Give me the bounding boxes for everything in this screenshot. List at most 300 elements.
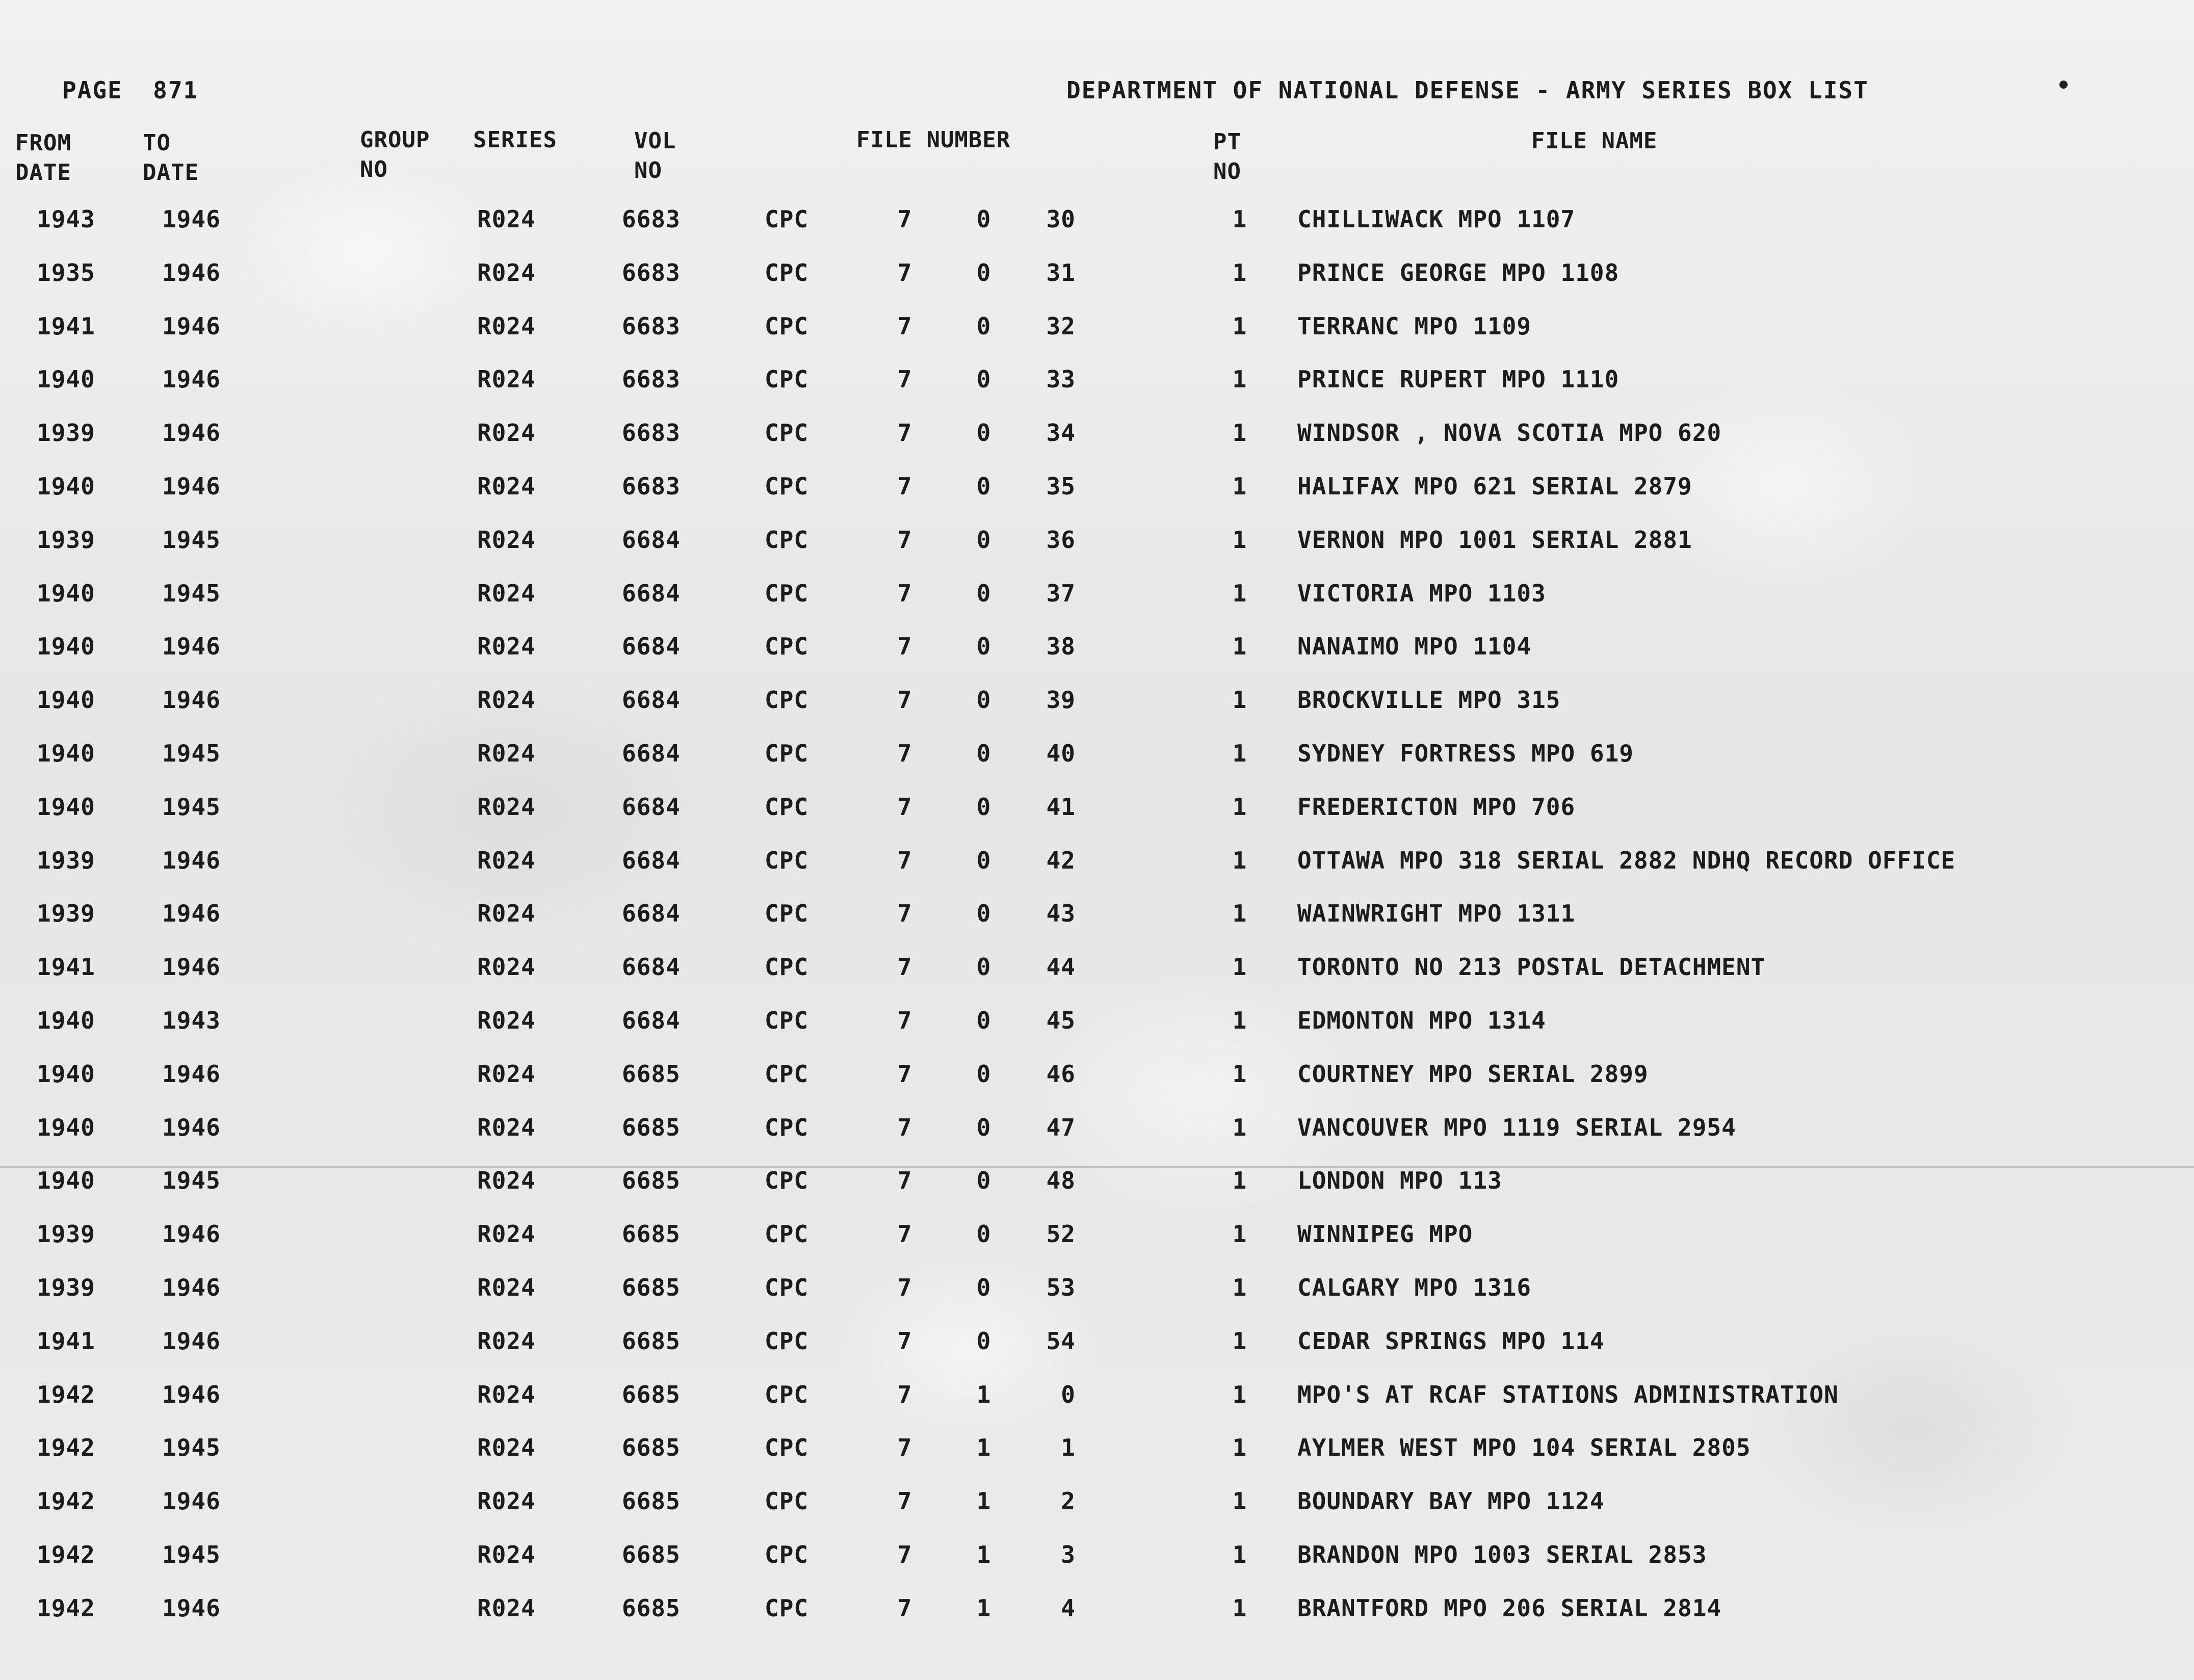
vol-no-cell: 6683 bbox=[622, 258, 681, 286]
series-cell: R024 bbox=[477, 419, 536, 447]
file-prefix-cell: CPC bbox=[765, 1273, 809, 1301]
to-date-cell: 1943 bbox=[162, 1006, 221, 1034]
file-name-cell: TORONTO NO 213 POSTAL DETACHMENT bbox=[1297, 953, 1766, 981]
page-number: 871 bbox=[153, 76, 199, 104]
file-prefix-cell: CPC bbox=[765, 526, 809, 554]
column-header-to-date: TO DATE bbox=[143, 130, 199, 186]
from-date-cell: 1939 bbox=[37, 1220, 95, 1248]
file-number-tertiary-cell: 34 bbox=[1046, 419, 1076, 447]
file-name-cell: TERRANC MPO 1109 bbox=[1297, 312, 1532, 340]
file-number-secondary-cell: 1 bbox=[976, 1487, 991, 1515]
table-row bbox=[0, 738, 2194, 792]
file-name-cell: VANCOUVER MPO 1119 SERIAL 2954 bbox=[1297, 1113, 1736, 1141]
series-cell: R024 bbox=[477, 1060, 536, 1088]
file-prefix-cell: CPC bbox=[765, 1434, 809, 1462]
file-number-secondary-cell: 0 bbox=[976, 793, 991, 821]
series-cell: R024 bbox=[477, 365, 536, 393]
series-cell: R024 bbox=[477, 1113, 536, 1141]
column-header-group-no: GROUP NO bbox=[360, 127, 430, 182]
series-cell: R024 bbox=[477, 1167, 536, 1195]
column-header-pt-no: PT NO bbox=[1213, 129, 1241, 185]
file-number-primary-cell: 7 bbox=[897, 1060, 912, 1088]
file-number-tertiary-cell: 39 bbox=[1046, 686, 1076, 714]
file-number-secondary-cell: 0 bbox=[976, 1273, 991, 1301]
from-date-cell: 1940 bbox=[37, 1113, 95, 1141]
file-number-tertiary-cell: 40 bbox=[1046, 739, 1076, 767]
file-number-primary-cell: 7 bbox=[897, 739, 912, 767]
from-date-cell: 1941 bbox=[37, 953, 95, 981]
from-date-cell: 1942 bbox=[37, 1540, 95, 1568]
file-number-primary-cell: 7 bbox=[897, 205, 912, 233]
box-list-rows bbox=[0, 204, 2194, 1646]
file-name-cell: CALGARY MPO 1316 bbox=[1297, 1273, 1532, 1301]
file-number-secondary-cell: 0 bbox=[976, 1327, 991, 1355]
pt-no-cell: 1 bbox=[1232, 1434, 1247, 1462]
pt-no-cell: 1 bbox=[1232, 526, 1247, 554]
file-name-cell: SYDNEY FORTRESS MPO 619 bbox=[1297, 739, 1634, 767]
column-header-file-name: FILE NAME bbox=[1531, 128, 1658, 154]
file-name-cell: EDMONTON MPO 1314 bbox=[1297, 1006, 1546, 1034]
file-number-primary-cell: 7 bbox=[897, 1327, 912, 1355]
to-date-cell: 1945 bbox=[162, 739, 221, 767]
from-date-cell: 1939 bbox=[37, 846, 95, 874]
table-row bbox=[0, 524, 2194, 578]
from-date-cell: 1940 bbox=[37, 365, 95, 393]
vol-no-cell: 6683 bbox=[622, 365, 681, 393]
pt-no-cell: 1 bbox=[1232, 633, 1247, 661]
vol-no-cell: 6683 bbox=[622, 472, 681, 500]
vol-no-cell: 6685 bbox=[622, 1540, 681, 1568]
to-date-cell: 1946 bbox=[162, 1327, 221, 1355]
vol-no-cell: 6685 bbox=[622, 1487, 681, 1515]
file-name-cell: VICTORIA MPO 1103 bbox=[1297, 579, 1546, 607]
file-name-cell: MPO'S AT RCAF STATIONS ADMINISTRATION bbox=[1297, 1380, 1839, 1408]
from-date-cell: 1940 bbox=[37, 686, 95, 714]
file-number-primary-cell: 7 bbox=[897, 953, 912, 981]
pt-no-cell: 1 bbox=[1232, 258, 1247, 286]
to-date-cell: 1946 bbox=[162, 205, 221, 233]
file-number-secondary-cell: 0 bbox=[976, 686, 991, 714]
file-number-primary-cell: 7 bbox=[897, 1273, 912, 1301]
pt-no-cell: 1 bbox=[1232, 793, 1247, 821]
file-number-primary-cell: 7 bbox=[897, 686, 912, 714]
file-name-cell: LONDON MPO 113 bbox=[1297, 1167, 1502, 1195]
from-date-cell: 1941 bbox=[37, 1327, 95, 1355]
file-number-secondary-cell: 0 bbox=[976, 365, 991, 393]
series-cell: R024 bbox=[477, 472, 536, 500]
table-row bbox=[0, 1379, 2194, 1433]
column-header-file-number: FILE NUMBER bbox=[856, 127, 1011, 153]
to-date-cell: 1946 bbox=[162, 1380, 221, 1408]
to-date-cell: 1945 bbox=[162, 526, 221, 554]
file-number-primary-cell: 7 bbox=[897, 1113, 912, 1141]
file-number-tertiary-cell: 46 bbox=[1046, 1060, 1076, 1088]
pt-no-cell: 1 bbox=[1232, 1487, 1247, 1515]
to-date-cell: 1946 bbox=[162, 846, 221, 874]
series-cell: R024 bbox=[477, 205, 536, 233]
pt-no-cell: 1 bbox=[1232, 579, 1247, 607]
series-cell: R024 bbox=[477, 1273, 536, 1301]
series-cell: R024 bbox=[477, 1487, 536, 1515]
file-number-tertiary-cell: 31 bbox=[1046, 258, 1076, 286]
file-prefix-cell: CPC bbox=[765, 1167, 809, 1195]
file-prefix-cell: CPC bbox=[765, 793, 809, 821]
file-number-secondary-cell: 0 bbox=[976, 846, 991, 874]
vol-no-cell: 6684 bbox=[622, 739, 681, 767]
pt-no-cell: 1 bbox=[1232, 846, 1247, 874]
file-number-tertiary-cell: 43 bbox=[1046, 900, 1076, 928]
series-cell: R024 bbox=[477, 739, 536, 767]
to-date-cell: 1946 bbox=[162, 258, 221, 286]
page-title: DEPARTMENT OF NATIONAL DEFENSE - ARMY SERIES BOX LIST bbox=[1066, 76, 1869, 104]
file-number-tertiary-cell: 4 bbox=[1061, 1594, 1076, 1622]
file-number-primary-cell: 7 bbox=[897, 633, 912, 661]
file-prefix-cell: CPC bbox=[765, 1327, 809, 1355]
pt-no-cell: 1 bbox=[1232, 1060, 1247, 1088]
table-row bbox=[0, 1059, 2194, 1112]
from-date-cell: 1941 bbox=[37, 312, 95, 340]
vol-no-cell: 6683 bbox=[622, 205, 681, 233]
file-prefix-cell: CPC bbox=[765, 1487, 809, 1515]
vol-no-cell: 6685 bbox=[622, 1167, 681, 1195]
vol-no-cell: 6685 bbox=[622, 1380, 681, 1408]
file-number-tertiary-cell: 35 bbox=[1046, 472, 1076, 500]
series-cell: R024 bbox=[477, 258, 536, 286]
from-date-cell: 1940 bbox=[37, 633, 95, 661]
file-number-secondary-cell: 1 bbox=[976, 1594, 991, 1622]
file-number-tertiary-cell: 42 bbox=[1046, 846, 1076, 874]
pt-no-cell: 1 bbox=[1232, 686, 1247, 714]
pt-no-cell: 1 bbox=[1232, 419, 1247, 447]
file-number-secondary-cell: 0 bbox=[976, 258, 991, 286]
to-date-cell: 1946 bbox=[162, 1113, 221, 1141]
file-prefix-cell: CPC bbox=[765, 365, 809, 393]
pt-no-cell: 1 bbox=[1232, 1167, 1247, 1195]
table-row bbox=[0, 417, 2194, 471]
to-date-cell: 1946 bbox=[162, 312, 221, 340]
pt-no-cell: 1 bbox=[1232, 739, 1247, 767]
file-prefix-cell: CPC bbox=[765, 953, 809, 981]
table-row bbox=[0, 1165, 2194, 1219]
file-prefix-cell: CPC bbox=[765, 472, 809, 500]
pt-no-cell: 1 bbox=[1232, 953, 1247, 981]
file-number-secondary-cell: 0 bbox=[976, 900, 991, 928]
to-date-cell: 1946 bbox=[162, 1273, 221, 1301]
file-number-secondary-cell: 1 bbox=[976, 1434, 991, 1462]
file-number-primary-cell: 7 bbox=[897, 579, 912, 607]
file-prefix-cell: CPC bbox=[765, 1594, 809, 1622]
table-row bbox=[0, 1593, 2194, 1646]
vol-no-cell: 6684 bbox=[622, 846, 681, 874]
to-date-cell: 1945 bbox=[162, 579, 221, 607]
table-row bbox=[0, 311, 2194, 364]
file-name-cell: PRINCE RUPERT MPO 1110 bbox=[1297, 365, 1620, 393]
column-header-from-date: FROM DATE bbox=[15, 130, 71, 186]
from-date-cell: 1942 bbox=[37, 1487, 95, 1515]
file-number-primary-cell: 7 bbox=[897, 258, 912, 286]
table-row bbox=[0, 364, 2194, 417]
from-date-cell: 1942 bbox=[37, 1434, 95, 1462]
from-date-cell: 1940 bbox=[37, 739, 95, 767]
file-name-cell: FREDERICTON MPO 706 bbox=[1297, 793, 1576, 821]
file-number-primary-cell: 7 bbox=[897, 526, 912, 554]
pt-no-cell: 1 bbox=[1232, 1540, 1247, 1568]
vol-no-cell: 6684 bbox=[622, 793, 681, 821]
file-prefix-cell: CPC bbox=[765, 1060, 809, 1088]
file-number-secondary-cell: 0 bbox=[976, 1060, 991, 1088]
table-row bbox=[0, 792, 2194, 845]
from-date-cell: 1939 bbox=[37, 1273, 95, 1301]
file-number-tertiary-cell: 3 bbox=[1061, 1540, 1076, 1568]
pt-no-cell: 1 bbox=[1232, 472, 1247, 500]
vol-no-cell: 6684 bbox=[622, 686, 681, 714]
series-cell: R024 bbox=[477, 526, 536, 554]
file-number-tertiary-cell: 33 bbox=[1046, 365, 1076, 393]
file-prefix-cell: CPC bbox=[765, 633, 809, 661]
series-cell: R024 bbox=[477, 1594, 536, 1622]
file-name-cell: WINDSOR , NOVA SCOTIA MPO 620 bbox=[1297, 419, 1722, 447]
to-date-cell: 1946 bbox=[162, 1060, 221, 1088]
file-number-primary-cell: 7 bbox=[897, 793, 912, 821]
series-cell: R024 bbox=[477, 900, 536, 928]
file-number-primary-cell: 7 bbox=[897, 1487, 912, 1515]
file-number-secondary-cell: 0 bbox=[976, 419, 991, 447]
series-cell: R024 bbox=[477, 1327, 536, 1355]
from-date-cell: 1939 bbox=[37, 526, 95, 554]
to-date-cell: 1945 bbox=[162, 793, 221, 821]
pt-no-cell: 1 bbox=[1232, 1220, 1247, 1248]
file-name-cell: BRANDON MPO 1003 SERIAL 2853 bbox=[1297, 1540, 1707, 1568]
file-number-tertiary-cell: 0 bbox=[1061, 1380, 1076, 1408]
pt-no-cell: 1 bbox=[1232, 1380, 1247, 1408]
table-row bbox=[0, 898, 2194, 952]
file-number-primary-cell: 7 bbox=[897, 419, 912, 447]
file-number-primary-cell: 7 bbox=[897, 312, 912, 340]
file-number-secondary-cell: 0 bbox=[976, 312, 991, 340]
to-date-cell: 1946 bbox=[162, 686, 221, 714]
table-row bbox=[0, 257, 2194, 311]
table-row bbox=[0, 685, 2194, 738]
table-row bbox=[0, 1112, 2194, 1166]
file-prefix-cell: CPC bbox=[765, 739, 809, 767]
file-number-secondary-cell: 0 bbox=[976, 205, 991, 233]
table-row bbox=[0, 471, 2194, 524]
table-row bbox=[0, 845, 2194, 899]
vol-no-cell: 6685 bbox=[622, 1220, 681, 1248]
file-name-cell: COURTNEY MPO SERIAL 2899 bbox=[1297, 1060, 1649, 1088]
table-row bbox=[0, 952, 2194, 1005]
file-number-primary-cell: 7 bbox=[897, 365, 912, 393]
file-number-tertiary-cell: 38 bbox=[1046, 633, 1076, 661]
series-cell: R024 bbox=[477, 1220, 536, 1248]
file-prefix-cell: CPC bbox=[765, 1113, 809, 1141]
vol-no-cell: 6685 bbox=[622, 1594, 681, 1622]
to-date-cell: 1946 bbox=[162, 365, 221, 393]
file-number-tertiary-cell: 1 bbox=[1061, 1434, 1076, 1462]
file-prefix-cell: CPC bbox=[765, 205, 809, 233]
file-name-cell: WAINWRIGHT MPO 1311 bbox=[1297, 900, 1576, 928]
vol-no-cell: 6685 bbox=[622, 1434, 681, 1462]
to-date-cell: 1946 bbox=[162, 1220, 221, 1248]
file-name-cell: OTTAWA MPO 318 SERIAL 2882 NDHQ RECORD OFFICE bbox=[1297, 846, 1956, 874]
pt-no-cell: 1 bbox=[1232, 900, 1247, 928]
file-number-secondary-cell: 0 bbox=[976, 526, 991, 554]
series-cell: R024 bbox=[477, 846, 536, 874]
series-cell: R024 bbox=[477, 686, 536, 714]
table-row bbox=[0, 1272, 2194, 1326]
file-name-cell: WINNIPEG MPO bbox=[1297, 1220, 1473, 1248]
vol-no-cell: 6684 bbox=[622, 1006, 681, 1034]
from-date-cell: 1940 bbox=[37, 1006, 95, 1034]
vol-no-cell: 6684 bbox=[622, 579, 681, 607]
from-date-cell: 1940 bbox=[37, 579, 95, 607]
file-number-primary-cell: 7 bbox=[897, 1167, 912, 1195]
series-cell: R024 bbox=[477, 579, 536, 607]
file-number-primary-cell: 7 bbox=[897, 846, 912, 874]
file-prefix-cell: CPC bbox=[765, 312, 809, 340]
file-number-tertiary-cell: 45 bbox=[1046, 1006, 1076, 1034]
to-date-cell: 1946 bbox=[162, 1487, 221, 1515]
pt-no-cell: 1 bbox=[1232, 1327, 1247, 1355]
table-row bbox=[0, 204, 2194, 257]
from-date-cell: 1943 bbox=[37, 205, 95, 233]
vol-no-cell: 6683 bbox=[622, 312, 681, 340]
pt-no-cell: 1 bbox=[1232, 312, 1247, 340]
file-number-tertiary-cell: 37 bbox=[1046, 579, 1076, 607]
table-row bbox=[0, 578, 2194, 632]
series-cell: R024 bbox=[477, 312, 536, 340]
file-prefix-cell: CPC bbox=[765, 1380, 809, 1408]
column-header-vol-no: VOL NO bbox=[634, 128, 676, 183]
table-row bbox=[0, 1219, 2194, 1272]
file-number-secondary-cell: 0 bbox=[976, 739, 991, 767]
vol-no-cell: 6685 bbox=[622, 1113, 681, 1141]
series-cell: R024 bbox=[477, 1540, 536, 1568]
vol-no-cell: 6684 bbox=[622, 953, 681, 981]
page-label: PAGE bbox=[62, 76, 123, 104]
vol-no-cell: 6684 bbox=[622, 900, 681, 928]
table-row bbox=[0, 1005, 2194, 1059]
to-date-cell: 1946 bbox=[162, 953, 221, 981]
vol-no-cell: 6685 bbox=[622, 1327, 681, 1355]
file-prefix-cell: CPC bbox=[765, 1540, 809, 1568]
file-name-cell: BOUNDARY BAY MPO 1124 bbox=[1297, 1487, 1605, 1515]
file-prefix-cell: CPC bbox=[765, 1220, 809, 1248]
file-number-tertiary-cell: 52 bbox=[1046, 1220, 1076, 1248]
file-number-tertiary-cell: 44 bbox=[1046, 953, 1076, 981]
table-row bbox=[0, 1432, 2194, 1486]
table-row bbox=[0, 631, 2194, 685]
file-name-cell: BROCKVILLE MPO 315 bbox=[1297, 686, 1561, 714]
to-date-cell: 1946 bbox=[162, 1594, 221, 1622]
file-name-cell: BRANTFORD MPO 206 SERIAL 2814 bbox=[1297, 1594, 1722, 1622]
file-number-primary-cell: 7 bbox=[897, 1594, 912, 1622]
to-date-cell: 1945 bbox=[162, 1540, 221, 1568]
table-row bbox=[0, 1539, 2194, 1593]
pt-no-cell: 1 bbox=[1232, 1594, 1247, 1622]
pt-no-cell: 1 bbox=[1232, 1113, 1247, 1141]
file-number-primary-cell: 7 bbox=[897, 1380, 912, 1408]
from-date-cell: 1940 bbox=[37, 1060, 95, 1088]
file-name-cell: VERNON MPO 1001 SERIAL 2881 bbox=[1297, 526, 1692, 554]
file-number-tertiary-cell: 54 bbox=[1046, 1327, 1076, 1355]
from-date-cell: 1942 bbox=[37, 1594, 95, 1622]
to-date-cell: 1946 bbox=[162, 633, 221, 661]
to-date-cell: 1945 bbox=[162, 1167, 221, 1195]
from-date-cell: 1940 bbox=[37, 793, 95, 821]
file-prefix-cell: CPC bbox=[765, 258, 809, 286]
vol-no-cell: 6684 bbox=[622, 633, 681, 661]
file-number-secondary-cell: 0 bbox=[976, 633, 991, 661]
file-prefix-cell: CPC bbox=[765, 900, 809, 928]
from-date-cell: 1939 bbox=[37, 900, 95, 928]
file-number-primary-cell: 7 bbox=[897, 472, 912, 500]
file-name-cell: AYLMER WEST MPO 104 SERIAL 2805 bbox=[1297, 1434, 1751, 1462]
file-name-cell: HALIFAX MPO 621 SERIAL 2879 bbox=[1297, 472, 1692, 500]
column-header-series: SERIES bbox=[473, 127, 557, 153]
file-number-tertiary-cell: 41 bbox=[1046, 793, 1076, 821]
page-number-header bbox=[62, 76, 198, 104]
series-cell: R024 bbox=[477, 1380, 536, 1408]
file-number-primary-cell: 7 bbox=[897, 900, 912, 928]
to-date-cell: 1946 bbox=[162, 419, 221, 447]
file-number-secondary-cell: 1 bbox=[976, 1540, 991, 1568]
file-number-tertiary-cell: 32 bbox=[1046, 312, 1076, 340]
file-name-cell: PRINCE GEORGE MPO 1108 bbox=[1297, 258, 1620, 286]
from-date-cell: 1940 bbox=[37, 472, 95, 500]
table-row bbox=[0, 1326, 2194, 1379]
file-number-secondary-cell: 0 bbox=[976, 953, 991, 981]
file-number-secondary-cell: 0 bbox=[976, 472, 991, 500]
file-name-cell: CHILLIWACK MPO 1107 bbox=[1297, 205, 1576, 233]
file-number-primary-cell: 7 bbox=[897, 1434, 912, 1462]
file-name-cell: CEDAR SPRINGS MPO 114 bbox=[1297, 1327, 1605, 1355]
file-number-tertiary-cell: 47 bbox=[1046, 1113, 1076, 1141]
file-prefix-cell: CPC bbox=[765, 419, 809, 447]
vol-no-cell: 6684 bbox=[622, 526, 681, 554]
file-number-secondary-cell: 0 bbox=[976, 1220, 991, 1248]
vol-no-cell: 6683 bbox=[622, 419, 681, 447]
series-cell: R024 bbox=[477, 1006, 536, 1034]
file-number-secondary-cell: 0 bbox=[976, 1006, 991, 1034]
pt-no-cell: 1 bbox=[1232, 1006, 1247, 1034]
ink-dot bbox=[2059, 81, 2068, 89]
file-prefix-cell: CPC bbox=[765, 846, 809, 874]
file-number-primary-cell: 7 bbox=[897, 1006, 912, 1034]
file-number-secondary-cell: 0 bbox=[976, 579, 991, 607]
to-date-cell: 1945 bbox=[162, 1434, 221, 1462]
from-date-cell: 1939 bbox=[37, 419, 95, 447]
series-cell: R024 bbox=[477, 1434, 536, 1462]
file-number-tertiary-cell: 48 bbox=[1046, 1167, 1076, 1195]
vol-no-cell: 6685 bbox=[622, 1060, 681, 1088]
file-number-primary-cell: 7 bbox=[897, 1540, 912, 1568]
file-name-cell: NANAIMO MPO 1104 bbox=[1297, 633, 1532, 661]
file-number-tertiary-cell: 36 bbox=[1046, 526, 1076, 554]
series-cell: R024 bbox=[477, 953, 536, 981]
file-number-tertiary-cell: 30 bbox=[1046, 205, 1076, 233]
from-date-cell: 1935 bbox=[37, 258, 95, 286]
vol-no-cell: 6685 bbox=[622, 1273, 681, 1301]
file-prefix-cell: CPC bbox=[765, 579, 809, 607]
pt-no-cell: 1 bbox=[1232, 365, 1247, 393]
file-number-secondary-cell: 1 bbox=[976, 1380, 991, 1408]
pt-no-cell: 1 bbox=[1232, 1273, 1247, 1301]
file-number-primary-cell: 7 bbox=[897, 1220, 912, 1248]
file-number-tertiary-cell: 2 bbox=[1061, 1487, 1076, 1515]
from-date-cell: 1942 bbox=[37, 1380, 95, 1408]
file-number-secondary-cell: 0 bbox=[976, 1167, 991, 1195]
